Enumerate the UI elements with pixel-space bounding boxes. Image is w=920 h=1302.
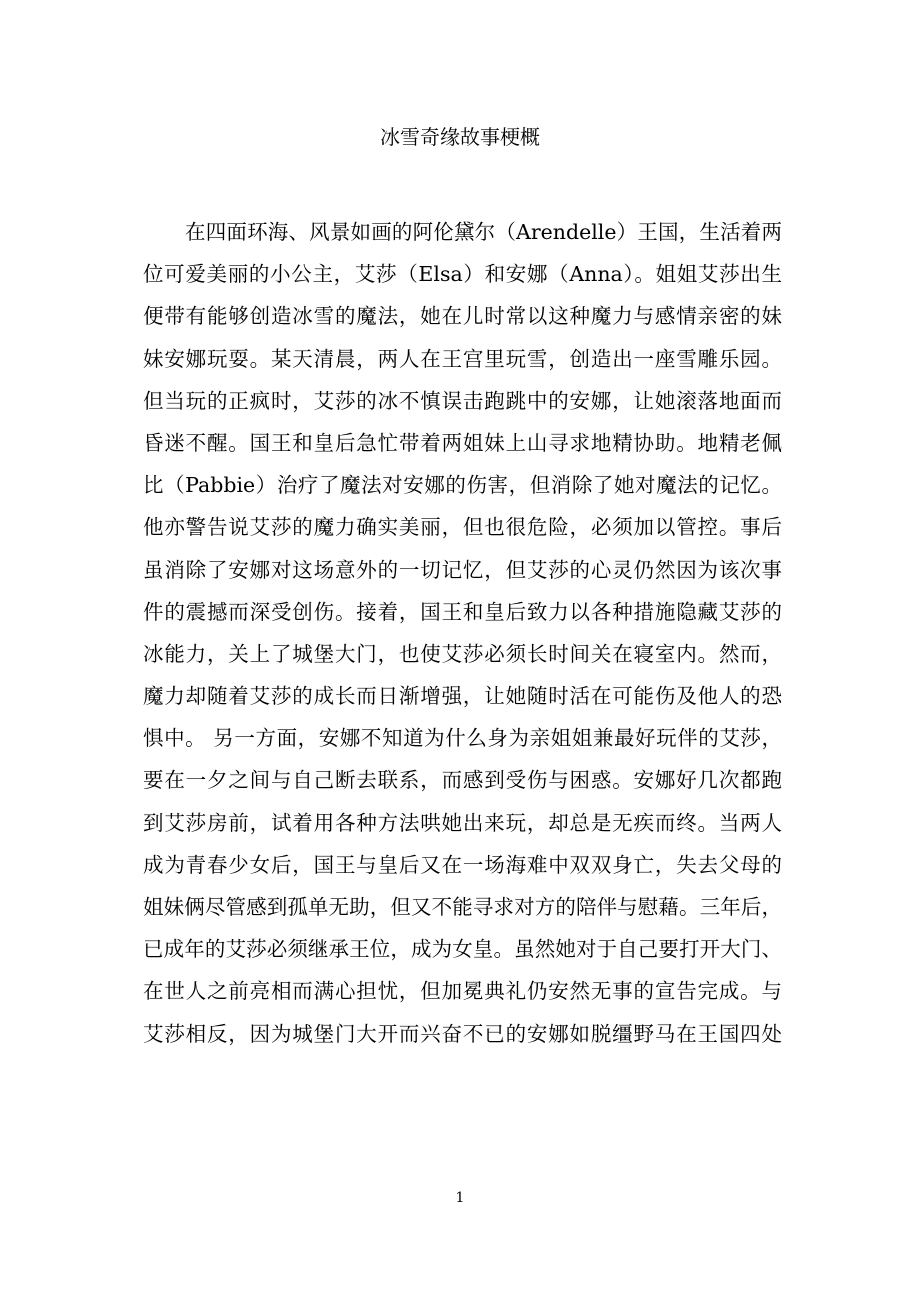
paragraph-line: 已成年的艾莎必须继承王位，成为女皇。虽然她对于自己要打开大门、 [143, 937, 782, 962]
paragraph-line: 惧中。 另一方面，安娜不知道为什么身为亲姐姐兼最好玩伴的艾莎， [143, 726, 782, 751]
paragraph-line: 比（Pabbie）治疗了魔法对安娜的伤害，但消除了她对魔法的记忆。 [143, 473, 782, 498]
paragraph-line: 魔力却随着艾莎的成长而日渐增强，让她随时活在可能伤及他人的恐 [143, 684, 782, 709]
paragraph-line: 到艾莎房前，试着用各种方法哄她出来玩，却总是无疾而终。当两人 [143, 810, 782, 835]
paragraph-line: 冰能力，关上了城堡大门，也使艾莎必须长时间关在寝室内。然而， [143, 641, 782, 666]
paragraph-line: 虽消除了安娜对这场意外的一切记忆，但艾莎的心灵仍然因为该次事 [143, 557, 782, 582]
document-body [143, 211, 782, 1055]
document-title: 冰雪奇缘故事梗概 [380, 125, 540, 149]
paragraph-line: 件的震撼而深受创伤。接着，国王和皇后致力以各种措施隐藏艾莎的 [143, 599, 782, 624]
paragraph-line: 位可爱美丽的小公主，艾莎（Elsa）和安娜（Anna）。姐姐艾莎出生 [143, 262, 782, 287]
paragraph-line: 姐妹俩尽管感到孤单无助，但又不能寻求对方的陪伴与慰藉。三年后， [143, 895, 782, 919]
paragraph-line: 便带有能够创造冰雪的魔法，她在儿时常以这种魔力与感情亲密的妹 [143, 304, 782, 329]
paragraph-line: 在世人之前亮相而满心担忧，但加冕典礼仍安然无事的宣告完成。与 [143, 979, 782, 1004]
paragraph-line: 艾莎相反，因为城堡门大开而兴奋不已的安娜如脱缰野马在王国四处 [143, 1021, 782, 1046]
page-number: 1 [455, 1190, 465, 1206]
paragraph-line: 他亦警告说艾莎的魔力确实美丽，但也很危险，必须加以管控。事后 [143, 515, 782, 540]
paragraph-line: 在四面环海、风景如画的阿伦黛尔（Arendelle）王国，生活着两 [185, 220, 782, 244]
paragraph-line: 但当玩的正疯时，艾莎的冰不慎误击跑跳中的安娜，让她滚落地面而 [143, 388, 782, 413]
paragraph-line: 妹安娜玩耍。某天清晨，两人在王宫里玩雪，创造出一座雪雕乐园。 [143, 346, 782, 371]
paragraph-line: 要在一夕之间与自己断去联系，而感到受伤与困惑。安娜好几次都跑 [143, 768, 782, 793]
paragraph-line: 成为青春少女后，国王与皇后又在一场海难中双双身亡，失去父母的 [143, 852, 782, 877]
paragraph-line: 昏迷不醒。国王和皇后急忙带着两姐妹上山寻求地精协助。地精老佩 [143, 430, 782, 455]
